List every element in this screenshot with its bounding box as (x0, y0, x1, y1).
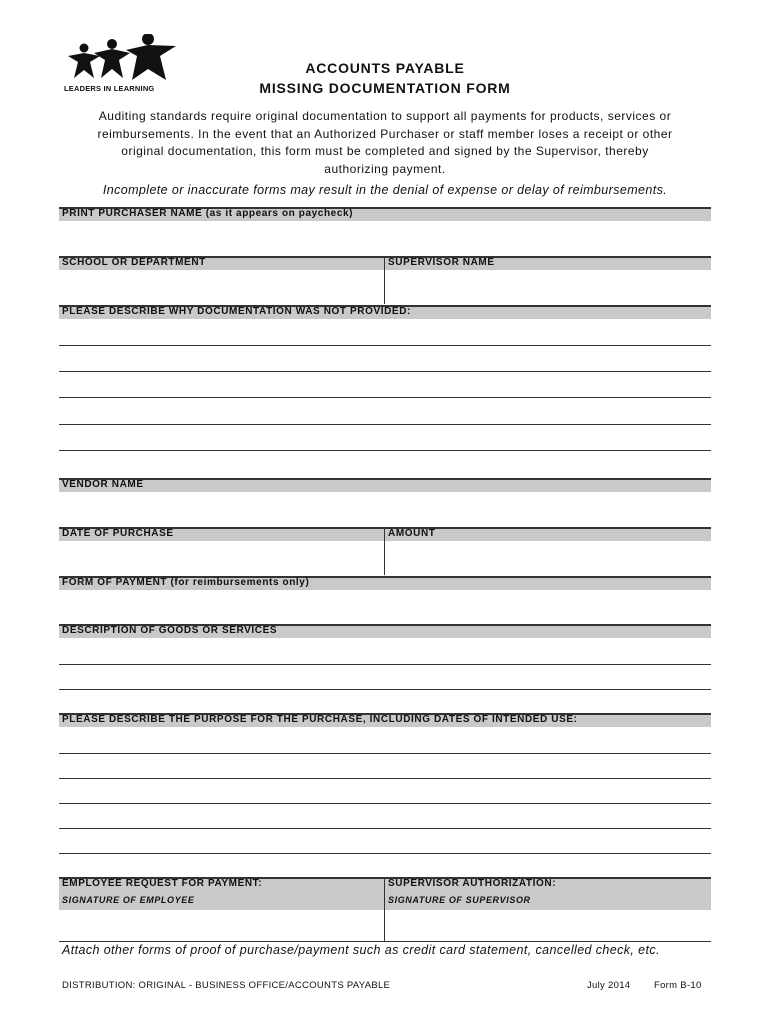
warning-note: Incomplete or inaccurate forms may result in the denial of expense or delay of reimbursements. (102, 183, 668, 197)
supervisor-signature-label: SIGNATURE OF SUPERVISOR (388, 895, 531, 905)
intro-line: Auditing standards require original documentation to support all payments for products, services or (98, 109, 672, 123)
answer-line[interactable] (59, 803, 711, 804)
why-missing-bar (59, 305, 711, 319)
why-missing-label: PLEASE DESCRIBE WHY DOCUMENTATION WAS NOT PROVIDED: (62, 306, 411, 317)
employee-signature-label: SIGNATURE OF EMPLOYEE (62, 895, 195, 905)
purpose-label: PLEASE DESCRIBE THE PURPOSE FOR THE PURCHASE, INCLUDING DATES OF INTENDED USE: (62, 714, 578, 725)
answer-line[interactable] (59, 753, 711, 754)
form-of-payment-label: FORM OF PAYMENT (for reimbursements only) (62, 577, 310, 588)
form-date: July 2014 (587, 980, 631, 991)
answer-line[interactable] (59, 345, 711, 346)
answer-line[interactable] (59, 397, 711, 398)
answer-line[interactable] (59, 853, 711, 854)
logo-text: LEADERS IN LEARNING (64, 84, 155, 93)
purchaser-name-label: PRINT PURCHASER NAME (as it appears on paycheck) (62, 208, 354, 219)
form-title-line1: ACCOUNTS PAYABLE (305, 60, 465, 76)
supervisor-name-label: SUPERVISOR NAME (388, 257, 495, 268)
intro-line: reimbursements. In the event that an Authorized Purchaser or staff member loses a receipt or other (97, 126, 673, 141)
form-title-line2: MISSING DOCUMENTATION FORM (259, 80, 511, 96)
amount-field[interactable] (385, 543, 711, 575)
signature-bottom-rule (59, 941, 711, 942)
district-logo (64, 34, 184, 96)
employee-request-label: EMPLOYEE REQUEST FOR PAYMENT: (62, 878, 263, 889)
purpose-bar (59, 713, 711, 727)
date-amount-bar (59, 527, 711, 541)
date-of-purchase-field[interactable] (59, 543, 384, 575)
supervisor-authorization-label: SUPERVISOR AUTHORIZATION: (388, 878, 557, 889)
intro-line: authorizing payment. (324, 161, 446, 176)
answer-line[interactable] (59, 450, 711, 451)
goods-description-bar (59, 624, 711, 638)
supervisor-signature-field[interactable] (385, 910, 711, 941)
people-stars-logo-icon (64, 34, 184, 84)
vendor-name-field[interactable] (59, 478, 711, 492)
school-supervisor-bar (59, 256, 711, 270)
form-number: Form B-10 (654, 980, 702, 991)
signature-bar (59, 877, 711, 910)
form-of-payment-field[interactable] (59, 576, 711, 590)
date-of-purchase-label: DATE OF PURCHASE (62, 528, 174, 539)
answer-line[interactable] (59, 424, 711, 425)
purchaser-name-field[interactable] (59, 207, 711, 221)
amount-label: AMOUNT (388, 528, 436, 539)
answer-line[interactable] (59, 371, 711, 372)
distribution-text: DISTRIBUTION: ORIGINAL - BUSINESS OFFICE/ACCOUNTS PAYABLE (62, 980, 391, 991)
employee-signature-field[interactable] (59, 910, 384, 941)
intro-paragraph (62, 108, 708, 178)
answer-line[interactable] (59, 689, 711, 690)
school-department-label: SCHOOL OR DEPARTMENT (62, 257, 206, 268)
intro-line: original documentation, this form must be completed and signed by the Supervisor, thereby (121, 144, 649, 158)
answer-line[interactable] (59, 778, 711, 779)
answer-line[interactable] (59, 828, 711, 829)
vendor-name-label: VENDOR NAME (62, 479, 144, 490)
supervisor-name-field[interactable] (385, 272, 711, 304)
goods-description-label: DESCRIPTION OF GOODS OR SERVICES (62, 625, 278, 636)
attach-note: Attach other forms of proof of purchase/payment such as credit card statement, cancelled check, etc. (62, 943, 660, 957)
answer-line[interactable] (59, 664, 711, 665)
school-department-field[interactable] (59, 272, 384, 304)
